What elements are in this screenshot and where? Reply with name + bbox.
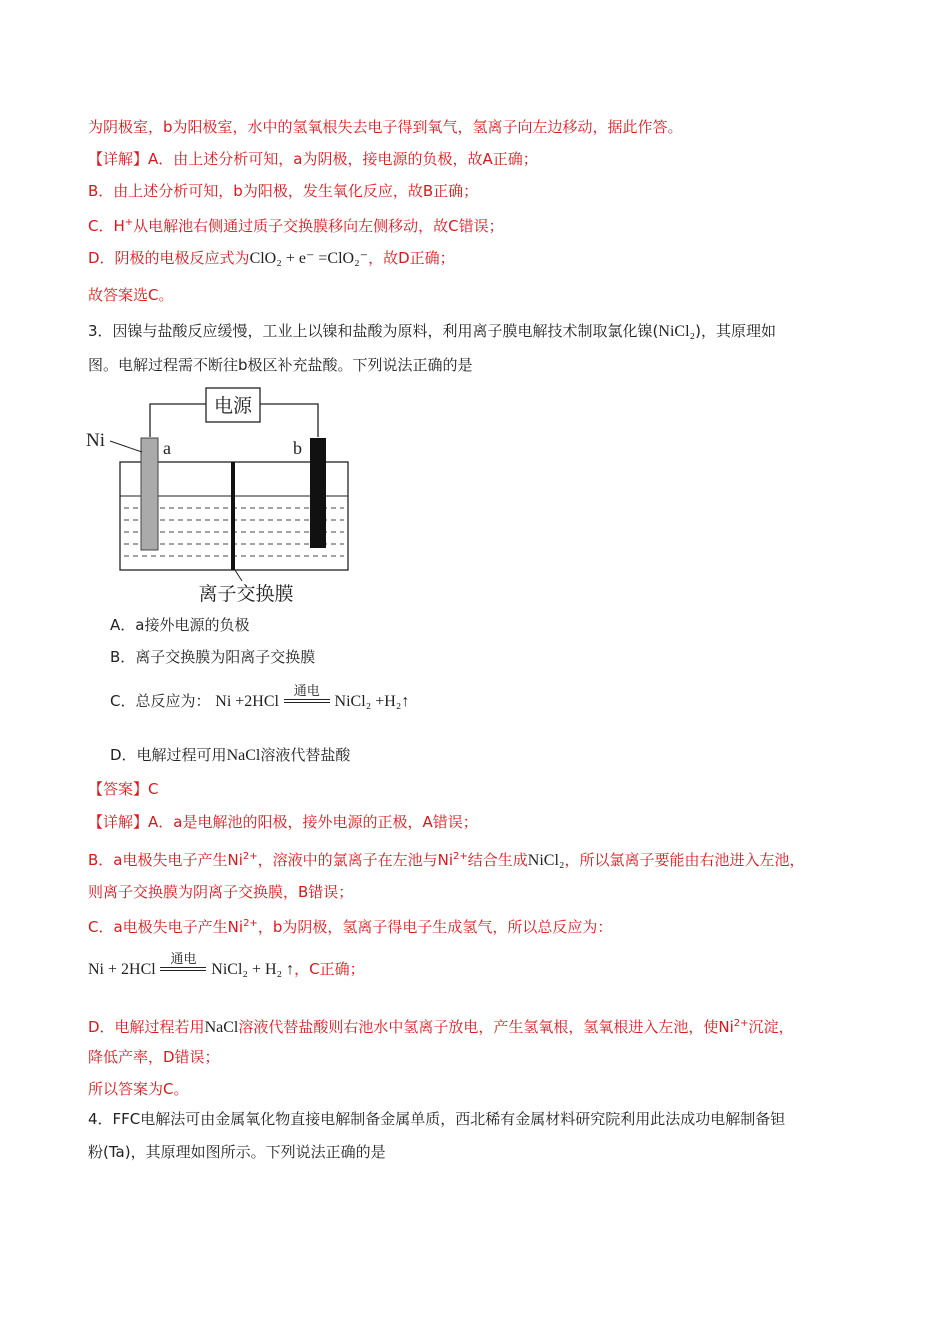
q3-detail-b-line1: B．a电极失电子产生$Ni^{2+}$，溶液中的氯离子在左池与$Ni^{2+}$结合生成NiCl₂，所以氯离子要能由右池进入左池， [88,851,805,869]
detail-tag: 【详解】 [88,150,149,168]
electrode-b [310,438,326,548]
condition-arrow: 通电 [284,685,330,703]
power-source-label: 电源 [213,396,253,417]
q3-option-b: B．离子交换膜为阳离子交换膜 [110,648,316,666]
q3-stem-line1: 3．因镍与盐酸反应缓慢，工业上以镍和盐酸为原料，利用离子膜电解技术制取氯化镍(NiCl₂)，其原理如 [88,322,776,340]
formula: NiCl₂ [527,852,565,869]
electrolysis-diagram [84,384,364,609]
q2-detail-b: B．由上述分析可知，b为阳极，发生氧化反应，故B正确； [88,182,479,200]
ni-label: Ni [86,430,105,451]
q4-stem-line1: 4．FFC电解法可由金属氧化物直接电解制备金属单质，西北稀有金属材料研究院利用此法成功电解制备钽 [88,1110,786,1128]
equation-lhs: Ni +2HCl [215,693,279,710]
ion-exchange-membrane [231,462,235,570]
electrode-a [141,438,158,550]
q3-option-d: D．电解过程可用NaCl溶液代替盐酸 [110,746,351,764]
electrode-b-label: b [293,438,302,458]
equation-rhs: NiCl₂ + H₂ ↑ [211,961,295,978]
q3-detail-d-line2: 降低产率，D错误； [88,1048,220,1066]
condition-arrow: 通电 [160,953,206,971]
q2-conclusion: 故答案选C。 [88,286,174,304]
equation-rhs: NiCl₂ +H₂↑ [334,693,410,710]
q2-detail-c: C．H+从电解池右侧通过质子交换膜移向左侧移动，故C错误； [88,217,504,235]
formula: NiCl₂ [658,323,696,340]
q3-detail-b-line2: 则离子交换膜为阴离子交换膜，B错误； [88,883,354,901]
formula: NaCl [204,1019,239,1036]
equation-lhs: Ni + 2HCl [88,961,156,978]
q3-detail-c-line1: C．a电极失电子产生$Ni^{2+}$，b为阴极，氢离子得电子生成氢气，所以总反应为： [88,918,613,936]
formula: NaCl [226,747,261,764]
q4-stem-line2: 粉(Ta)，其原理如图所示。下列说法正确的是 [88,1143,386,1161]
q2-detail-d: D．阴极的电极反应式为ClO₂ + e⁻ =ClO₂⁻，故D正确； [88,249,455,267]
q3-option-a: A．a接外电源的负极 [110,616,250,634]
q2-detail-a: 【详解】A．由上述分析可知，a为阴极，接电源的负极，故A正确； [88,150,538,168]
q3-option-c: C．总反应为： Ni +2HCl 通电 NiCl₂ +H₂↑ [110,683,410,710]
q3-conclusion: 所以答案为C。 [88,1080,189,1098]
electrode-a-label: a [163,438,171,458]
membrane-label: 离子交换膜 [198,584,294,605]
q2-analysis-line: 为阴极室，b为阳极室，水中的氢氧根失去电子得到氧气，氢离子向左边移动，据此作答。 [88,118,683,136]
formula: ClO₂ + e⁻ =ClO₂⁻ [249,250,369,267]
q3-answer: 【答案】C [88,780,159,798]
q3-stem-line2: 图。电解过程需不断往b极区补充盐酸。下列说法正确的是 [88,356,473,374]
q3-detail-c-line2: Ni + 2HCl 通电 NiCl₂ + H₂ ↑，C正确； [88,951,365,978]
q3-detail-a: 【详解】A．a是电解池的阳极，接外电源的正极，A错误； [88,813,478,831]
q3-detail-d-line1: D．电解过程若用NaCl溶液代替盐酸则右池水中氢离子放电，产生氢氧根，氢氧根进入左池，使$Ni^{2+}$沉淀， [88,1018,794,1036]
